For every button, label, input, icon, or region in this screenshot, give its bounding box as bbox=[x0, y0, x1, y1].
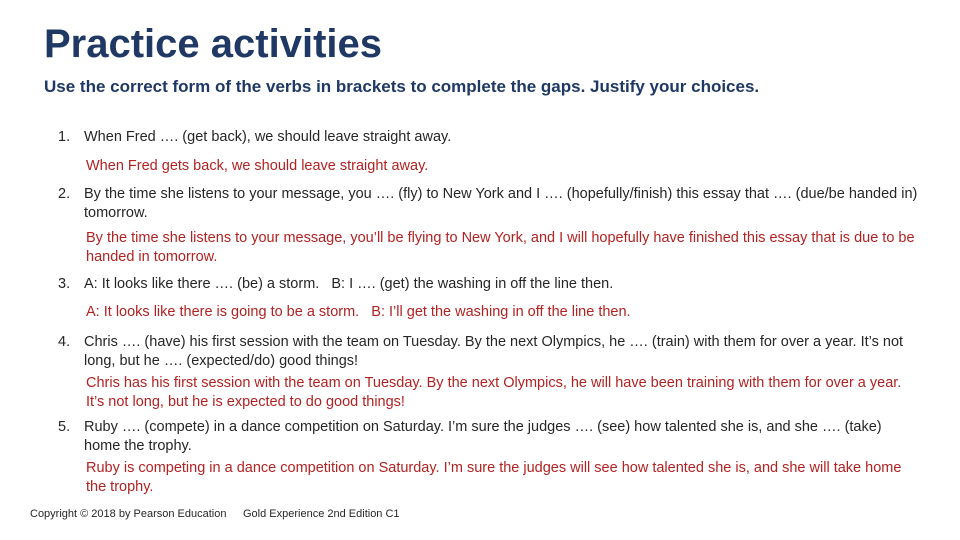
item-number: 4. bbox=[58, 334, 71, 350]
item-number: 3. bbox=[58, 276, 71, 292]
item-answer: Ruby is competing in a dance competition on Saturday. I’m sure the judges will see how talented she is, and she will take home the trophy. bbox=[86, 460, 902, 495]
copyright-notice: Copyright © 2018 by Pearson Education bbox=[30, 508, 227, 520]
exercise-item-1 bbox=[58, 128, 918, 176]
exercise-item-2 bbox=[58, 185, 918, 267]
item-answer: A: It looks like there is going to be a storm. B: I’ll get the washing in off the line then. bbox=[86, 304, 631, 320]
edition-label: Gold Experience 2nd Edition C1 bbox=[243, 508, 400, 520]
exercise-item-5 bbox=[58, 418, 918, 497]
exercise-item-4 bbox=[58, 333, 918, 412]
item-question: When Fred …. (get back), we should leave straight away. bbox=[84, 129, 452, 145]
item-question: Ruby …. (compete) in a dance competition on Saturday. I’m sure the judges …. (see) how talented she is, and she …. (take) home the trophy. bbox=[84, 419, 882, 454]
instructions: Use the correct form of the verbs in brackets to complete the gaps. Justify your choices. bbox=[44, 77, 760, 96]
item-number: 2. bbox=[58, 186, 71, 202]
item-answer: By the time she listens to your message, you’ll be flying to New York, and I will hopefully have finished this essay that is due to be handed in tomorrow. bbox=[86, 230, 915, 265]
item-number: 5. bbox=[58, 419, 71, 435]
exercise-item-3 bbox=[58, 275, 918, 322]
item-number: 1. bbox=[58, 129, 71, 145]
page-title: Practice activities bbox=[44, 22, 382, 66]
item-question: By the time she listens to your message, you …. (fly) to New York and I …. (hopefully/finish) this essay that …. (due/be handed in) tomorrow. bbox=[84, 186, 918, 221]
item-question: A: It looks like there …. (be) a storm. B: I …. (get) the washing in off the line then. bbox=[84, 276, 614, 292]
item-question: Chris …. (have) his first session with the team on Tuesday. By the next Olympics, he …. (train) with them for over a year. It’s not long, but he …. (expected/do) good things! bbox=[84, 334, 904, 369]
item-answer: When Fred gets back, we should leave straight away. bbox=[86, 158, 429, 174]
item-answer: Chris has his first session with the team on Tuesday. By the next Olympics, he will have been training with them for over a year. It’s not long, but he is expected to do good things! bbox=[86, 375, 902, 410]
